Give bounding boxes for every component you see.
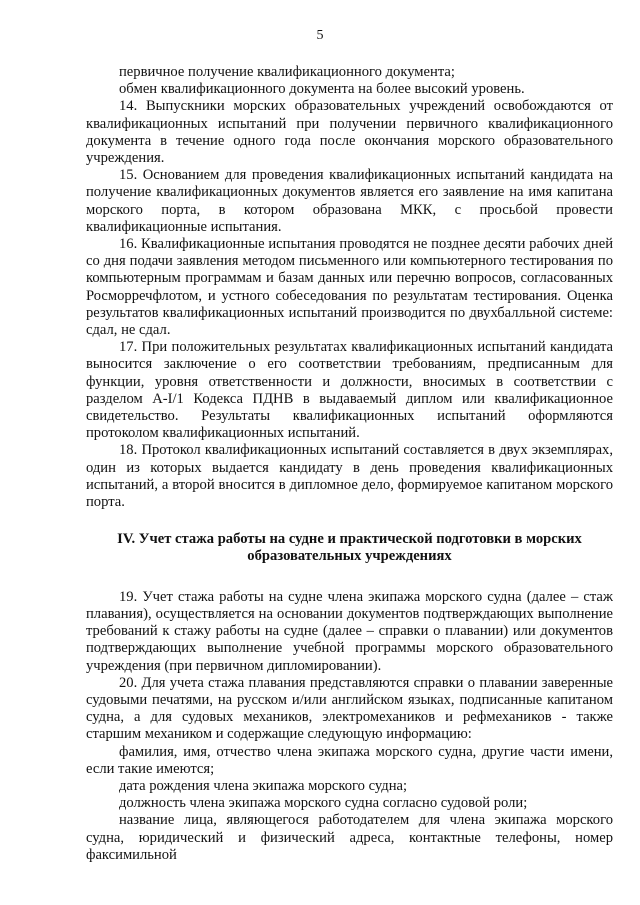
paragraph-20-item-2: дата рождения члена экипажа морского судна; xyxy=(119,777,408,794)
paragraph-intro-2: обмен квалификационного документа на более высокий уровень. xyxy=(119,81,525,98)
paragraph-18: 18. Протокол квалификационных испытаний составляется в двух экземплярах, один из которых выдается кандидату в день проведения квалификационных испытаний, а второй вносится в дипломное дело, формируемое капитаном морского порта. xyxy=(86,442,613,511)
paragraph-20-item-3: должность члена экипажа морского судна согласно судовой роли; xyxy=(119,795,528,812)
paragraph-intro-1: первичное получение квалификационного документа; xyxy=(119,64,455,80)
paragraph-14: 14. Выпускники морских образовательных учреждений освобождаются от квалификационных испытаний при получении первичного квалификационного документа в течение одного года после окончания морского образовательного учреждения. xyxy=(86,98,613,167)
paragraph-20-item-4: название лица, являющегося работодателем для члена экипажа морского судна, юридический и физический адреса, контактные телефоны, номер факсимильной xyxy=(86,812,613,863)
paragraph-16: 16. Квалификационные испытания проводятся не позднее десяти рабочих дней со дня подачи заявления методом письменного или компьютерного тестирования по компьютерным программам и базам данных или перечню вопросов, согласованных Росморречфлотом, и устного собеседования по результатам тестирования. Оценка результатов квалификационных испытаний производится по двухбалльной системе: сдал, не сдал. xyxy=(86,236,613,339)
section-iv-title: IV. Учет стажа работы на судне и практической подготовки в морских образовательных учреждениях xyxy=(117,531,582,565)
paragraph-19: 19. Учет стажа работы на судне члена экипажа морского судна (далее – стаж плавания), осуществляется на основании документов подтверждающих выполнение требований к стажу работы на судне (далее – справки о плавании) или документов подтверждающих выполнение учебной программы морского образовательного учреждения (при первичном дипломировании). xyxy=(86,588,613,674)
paragraph-17: 17. При положительных результатах квалификационных испытаний кандидата выносится заключение о его соответствии требованиям, предписанным для функции, уровня ответственности и должности, вносимых в соответствии с разделом A-I/1 Кодекса ПДНВ в выдаваемый диплом или квалификационное свидетельство. Результаты квалификационных испытаний оформляются протоколом квалификационных испытаний. xyxy=(86,339,613,442)
document-body xyxy=(86,64,613,864)
paragraph-20-item-1: фамилия, имя, отчество члена экипажа морского судна, другие части имени, если такие имеются; xyxy=(86,743,613,777)
paragraph-15: 15. Основанием для проведения квалификационных испытаний кандидата на получение квалификационных документов является его заявление на имя капитана морского порта, в котором образована МКК, с просьбой провести квалификационные испытания. xyxy=(86,167,613,235)
paragraph-20: 20. Для учета стажа плавания представляются справки о плавании заверенные судовыми печатями, на русском и/или английском языках, подписанные капитаном судна, а для судовых механиков, электромехаников и рефмехаников - также старшим механиком и содержащие следующую информацию: xyxy=(86,674,613,743)
page-number: 5 xyxy=(316,28,324,43)
